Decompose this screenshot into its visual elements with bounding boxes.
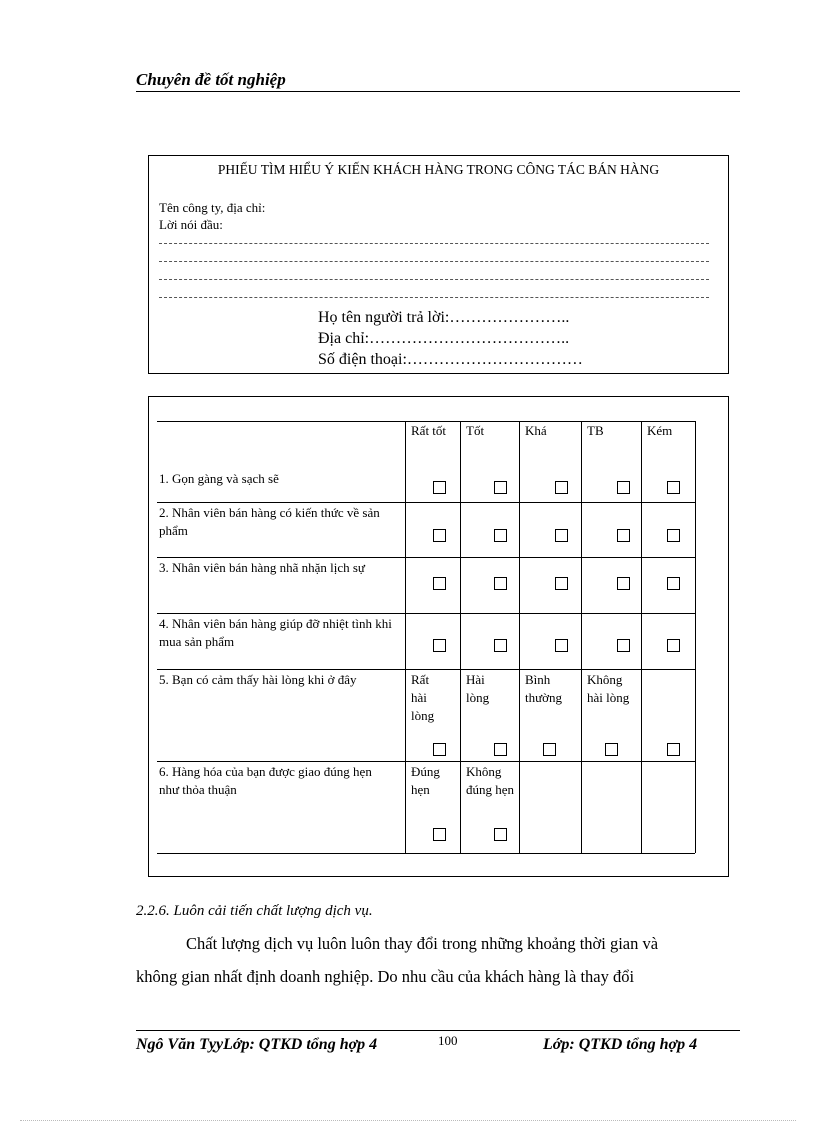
rating-checkbox[interactable] <box>433 529 446 542</box>
rating-checkbox[interactable] <box>555 529 568 542</box>
table-col-line <box>460 421 461 853</box>
q6-option: Đúng hẹn <box>411 764 440 797</box>
question-3: 3. Nhân viên bán hàng nhã nhặn lịch sự <box>159 560 365 575</box>
page-edge-dots <box>20 1120 796 1121</box>
body-paragraph-line: Chất lượng dịch vụ luôn luôn thay đổi trong những khoảng thời gian và <box>186 934 659 953</box>
respondent-phone-field: Số điện thoại:…………………………… <box>318 351 583 368</box>
form-title: PHIẾU TÌM HIỂU Ý KIẾN KHÁCH HÀNG TRONG CÔNG TÁC BÁN HÀNG <box>217 162 660 177</box>
table-rule <box>157 613 695 614</box>
delivery-checkbox[interactable] <box>494 828 507 841</box>
question-2: 2. Nhân viên bán hàng có kiến thức về sản phẩm <box>159 505 380 538</box>
table-col-line <box>405 421 406 853</box>
satisfaction-checkbox[interactable] <box>667 743 680 756</box>
q5-option: Hài lòng <box>466 672 490 705</box>
table-rule <box>157 669 695 670</box>
delivery-checkbox[interactable] <box>433 828 446 841</box>
table-rule <box>157 761 695 762</box>
rating-checkbox[interactable] <box>617 577 630 590</box>
dashed-line <box>159 261 709 262</box>
footer-rule <box>136 1030 740 1031</box>
question-6: 6. Hàng hóa của bạn được giao đúng hẹn như thỏa thuận <box>159 764 372 797</box>
question-4: 4. Nhân viên bán hàng giúp đỡ nhiệt tình khi mua sản phẩm <box>159 616 392 649</box>
page-header-title: Chuyên đề tốt nghiệp <box>136 70 286 89</box>
rating-checkbox[interactable] <box>667 529 680 542</box>
rating-checkbox[interactable] <box>433 481 446 494</box>
rating-checkbox[interactable] <box>494 577 507 590</box>
rating-checkbox[interactable] <box>555 481 568 494</box>
rating-header: Kém <box>647 423 673 438</box>
rating-checkbox[interactable] <box>617 481 630 494</box>
footer-class: Lớp: QTKD tổng hợp 4 <box>543 1036 698 1053</box>
rating-header: Rất tốt <box>411 423 447 438</box>
page-number: 100 <box>438 1033 458 1048</box>
question-5: 5. Bạn có cảm thấy hài lòng khi ở đây <box>159 672 357 687</box>
company-label: Tên công ty, địa chỉ: <box>159 200 266 215</box>
rating-checkbox[interactable] <box>494 639 507 652</box>
q5-option: Rất hài lòng <box>411 672 435 723</box>
respondent-name-field: Họ tên người trả lời:………………….. <box>318 309 570 326</box>
q5-option: Bình thường <box>525 672 563 705</box>
q5-option: Không hài lòng <box>587 672 630 705</box>
dashed-line <box>159 279 709 280</box>
table-col-line <box>581 421 582 853</box>
section-heading: 2.2.6. Luôn cải tiến chất lượng dịch vụ. <box>136 903 373 919</box>
rating-header: Tốt <box>466 423 485 438</box>
rating-checkbox[interactable] <box>667 481 680 494</box>
question-1: 1. Gọn gàng và sạch sẽ <box>159 471 279 486</box>
header-rule <box>136 91 740 92</box>
rating-checkbox[interactable] <box>494 529 507 542</box>
table-col-line <box>695 421 696 853</box>
survey-table <box>148 396 729 877</box>
satisfaction-checkbox[interactable] <box>494 743 507 756</box>
body-paragraph-line: không gian nhất định doanh nghiệp. Do nhu cầu của khách hàng là thay đổi <box>136 967 635 986</box>
rating-header: TB <box>587 423 604 438</box>
table-rule <box>157 502 695 503</box>
rating-checkbox[interactable] <box>617 639 630 652</box>
respondent-address-field: Địa chỉ:……………………………….. <box>318 330 570 347</box>
intro-label: Lời nói đầu: <box>159 217 223 232</box>
dashed-line <box>159 297 709 298</box>
satisfaction-checkbox[interactable] <box>605 743 618 756</box>
dashed-line <box>159 243 709 244</box>
rating-header: Khá <box>525 423 547 438</box>
footer-author: Ngô Văn TỵyLớp: QTKD tổng hợp 4 <box>136 1036 378 1053</box>
satisfaction-checkbox[interactable] <box>543 743 556 756</box>
rating-checkbox[interactable] <box>433 577 446 590</box>
q6-option: Không đúng hẹn <box>466 764 515 797</box>
rating-checkbox[interactable] <box>555 577 568 590</box>
rating-checkbox[interactable] <box>433 639 446 652</box>
survey-form-header <box>148 155 729 374</box>
table-rule <box>157 853 695 854</box>
rating-checkbox[interactable] <box>617 529 630 542</box>
table-col-line <box>641 421 642 853</box>
satisfaction-checkbox[interactable] <box>433 743 446 756</box>
rating-checkbox[interactable] <box>555 639 568 652</box>
table-rule <box>157 557 695 558</box>
rating-checkbox[interactable] <box>494 481 507 494</box>
rating-checkbox[interactable] <box>667 577 680 590</box>
rating-checkbox[interactable] <box>667 639 680 652</box>
table-col-line <box>519 421 520 853</box>
